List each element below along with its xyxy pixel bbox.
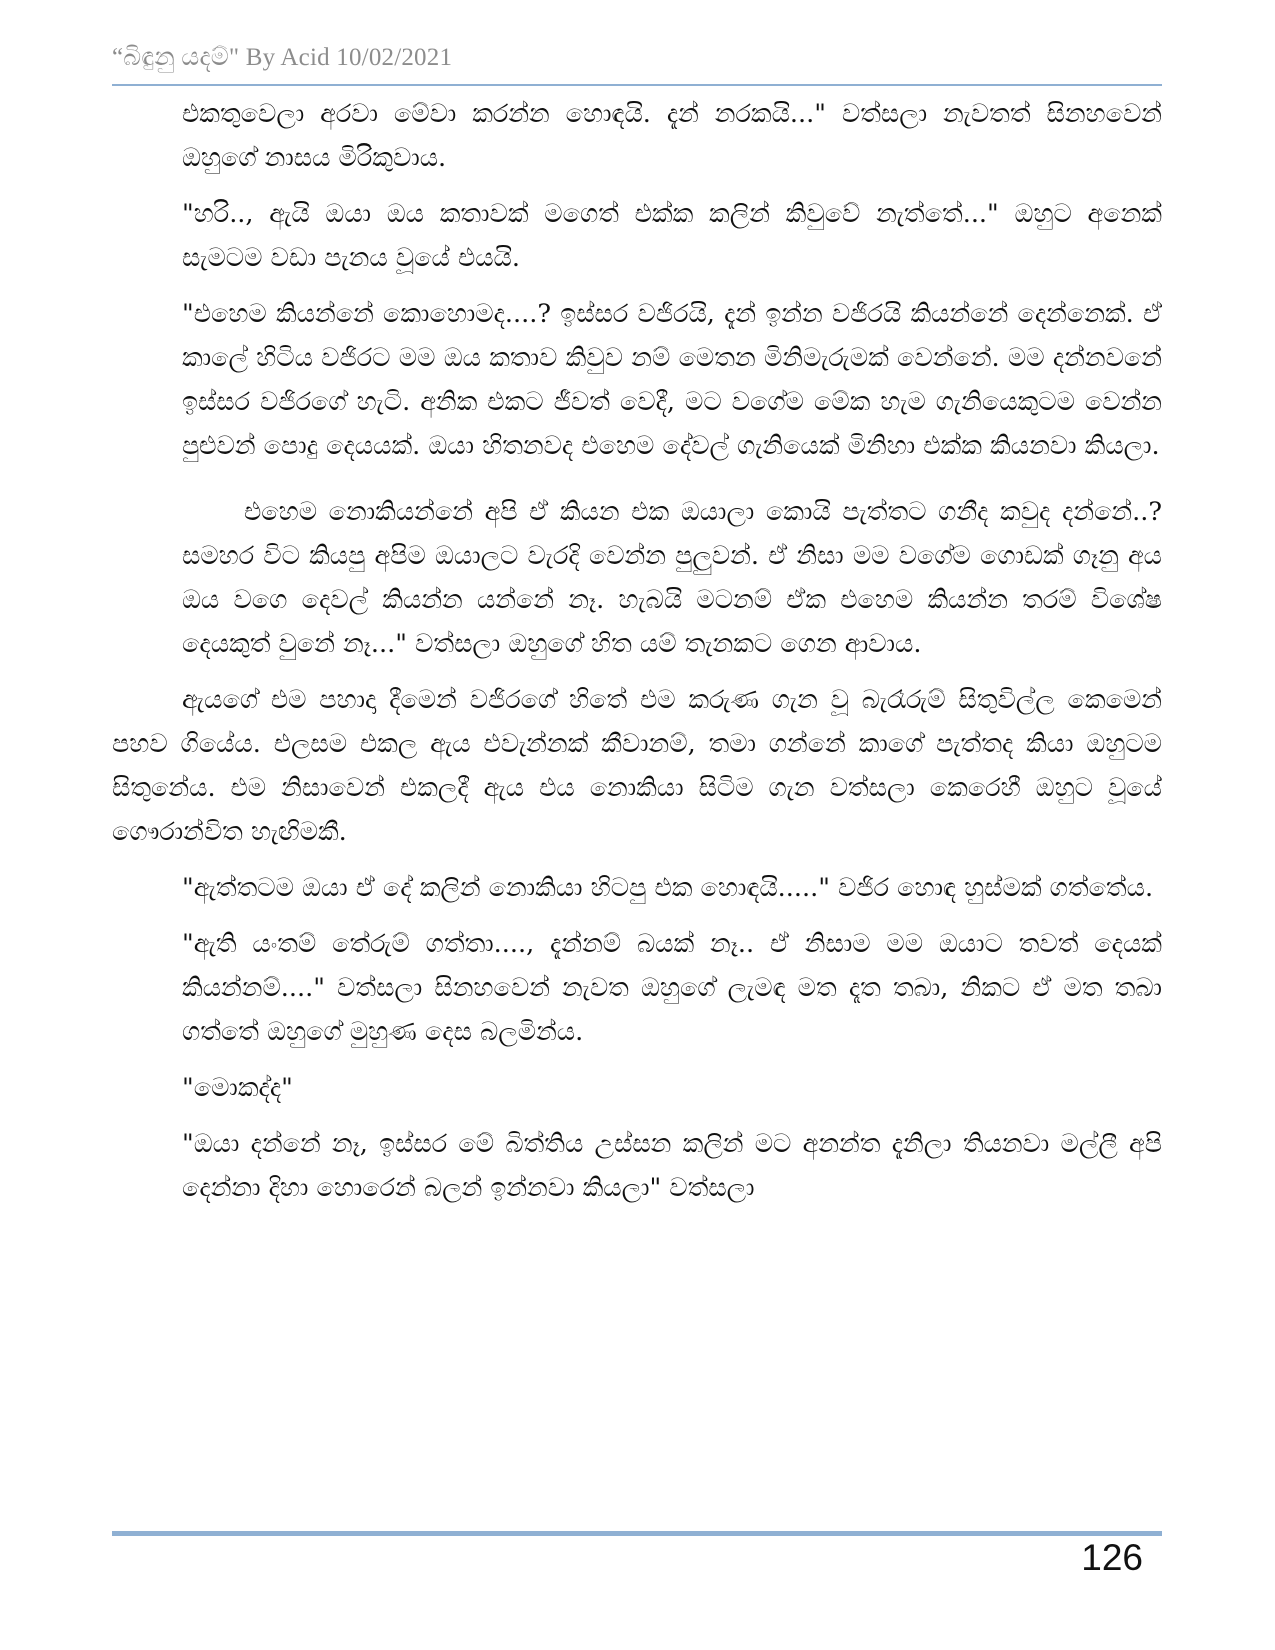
paragraph-5: ඇයගේ එම පහාදා දීමෙන් වජිරගේ හිතේ එම කරුණ ගැන වූ බැරෑරුම් සිතුවිල්ල කෙමෙන් පහව ගියේය. එලසම එකල ඇය එවැන්නක් කීවානම්, තමා ගන්නේ කාගේ පැත්තද කියා ඔහුටම සිතුනේය. එම නිසාවෙන් එකලදී ඇය එය නොකියා සිටිම ගැන වත්සලා කෙරෙහී ඔහුට වූයේ ගෞරාන්විත හැඟිමකී. [112,685,1162,847]
paragraph-2: "හරි.., ඇයි ඔයා ඔය කතාවක් මගෙත් එක්ක කලින් කිවුවේ නැත්තේ..." ඔහුට අනෙක් සැමටම වඩා පැනය වූයේ එයයි. [182,199,1162,273]
footer-rule [112,1531,1162,1536]
page-number: 126 [1081,1537,1143,1578]
paragraph-6: "ඇත්තටම ඔයා ඒ දේ කලින් නොකියා හිටපු එක හොඳයි....." වජිර හොඳ හුස්මක් ගත්තේය. [182,873,1154,903]
header-rule [112,84,1162,86]
page-header: “බිඳුනු යදම්" By Acid 10/02/2021 [112,44,453,71]
paragraph-3: "එහෙම කියන්නේ කොහොමද....? ඉස්සර වජිරයි, දැන් ඉන්න වජිරයි කියන්නේ දෙන්නෙක්. ඒ කාලේ හිටිය වජිරට මම ඔය කතාව කිවුව නම් මෙතන මිනිමැරුමක් වෙන්නේ. මම දන්නවනේ ඉස්සර වජිරගේ හැටි. අනික එකට ජීවත් වෙදී, මට වගේම මේක හැම ගැනියෙකුටම වෙන්න පුළුවන් පොදු දෙයයක්. ඔයා හිතනවද එහෙම දේවල් ගැනියෙක් මිනිහා එක්ක කියනවා කියලා. [182,299,1162,461]
paragraph-9: "ඔයා දන්නේ නෑ, ඉස්සර මේ බිත්තිය උස්සන කලින් මට අනන්ත දැනිලා තියනවා මල්ලී අපි දෙන්නා දිහා හොරෙන් බලන් ඉන්නවා කියලා" වත්සලා [182,1129,1162,1203]
paragraph-8: "මොකද්ද" [182,1073,293,1103]
paragraph-1: එකතුවෙලා අරවා මේවා කරන්න හොඳයි. දැන් නරකයි..." වත්සලා නැවතත් සිනහවෙන් ඔහුගේ නාසය මිරිකුවාය. [182,99,1162,173]
paragraph-4: එහෙම නොකියන්නේ අපි ඒ කියන එක ඔයාලා කොයි පැත්තට ගනීද කවුද දන්නේ..? සමහර විට කියපු අපිම ඔයාලට වැරදි වෙන්න පුලුවන්. ඒ නිසා මම වගේම ගොඩක් ගෑනු අය ඔය වගෙ දෙවල් කියන්න යන්නේ නෑ. හැබයි මටනම් ඒක එහෙම කියන්න තරම් විශේෂ දෙයකුත් වුනේ නෑ..." වත්සලා ඔහුගේ හිත යම් තැනකට ගෙන ආවාය. [182,497,1162,659]
body-text [112,92,1162,1210]
paragraph-7: "ඇති යංතම් තේරුම් ගත්තා...., දැන්නම් බයක් නෑ.. ඒ නිසාම මම ඔයාට තවත් දෙයක් කියන්නම්...." වත්සලා සිනහවෙන් නැවත ඔහුගේ ලැමඳ මත දෑත තබා, නිකට ඒ මත තබා ගත්තේ ඔහුගේ මුහුණ දෙස බලමින්ය. [182,929,1162,1047]
